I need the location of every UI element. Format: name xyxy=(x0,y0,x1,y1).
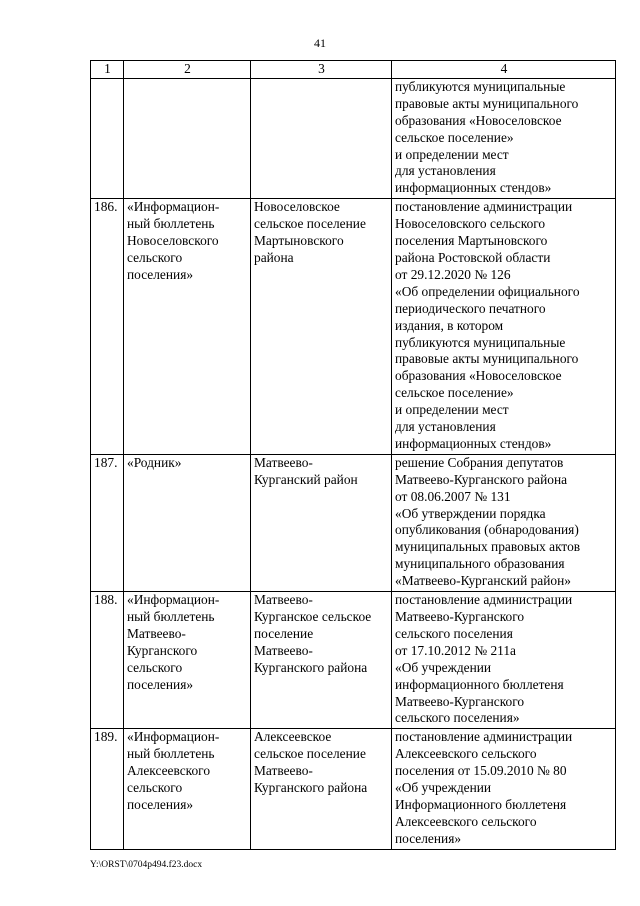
page-number: 41 xyxy=(314,36,326,50)
table-row xyxy=(91,729,616,849)
cell-number: 189. xyxy=(91,729,124,849)
column-header-act: 4 xyxy=(392,61,616,79)
cell-legal-act: постановление администрации Новоселовского сельского поселения Мартыновского района Ростовской области от 29.12.2020 № 126 «Об определении официального периодического печатного издания, в котором публикуются муниципальные правовые акты муниципального образования «Новоселовское сельское поселение» и определении мест для установления информационных стендов» xyxy=(392,199,616,455)
cell-territory: Матвеево- Курганское сельское поселение Матвеево- Курганского района xyxy=(251,592,392,729)
footer-file-path: Y:\ORST\0704p494.f23.docx xyxy=(90,860,203,870)
cell-publication-name xyxy=(124,78,251,198)
column-header-name: 2 xyxy=(124,61,251,79)
table-header-row xyxy=(91,61,616,79)
cell-publication-name: «Родник» xyxy=(124,454,251,591)
cell-territory: Матвеево- Курганский район xyxy=(251,454,392,591)
table-row xyxy=(91,592,616,729)
cell-publication-name: «Информацион- ный бюллетень Алексеевского сельского поселения» xyxy=(124,729,251,849)
cell-publication-name: «Информацион- ный бюллетень Новоселовского сельского поселения» xyxy=(124,199,251,455)
cell-legal-act: решение Собрания депутатов Матвеево-Курганского района от 08.06.2007 № 131 «Об утверждении порядка опубликования (обнародования) муниципальных правовых актов муниципального образования «Матвеево-Курганский район» xyxy=(392,454,616,591)
cell-number: 188. xyxy=(91,592,124,729)
cell-number: 186. xyxy=(91,199,124,455)
cell-legal-act: публикуются муниципальные правовые акты муниципального образования «Новоселовское сельское поселение» и определении мест для установления информационных стендов» xyxy=(392,78,616,198)
cell-publication-name: «Информацион- ный бюллетень Матвеево- Курганского сельского поселения» xyxy=(124,592,251,729)
table-row xyxy=(91,199,616,455)
cell-territory: Алексеевское сельское поселение Матвеево- Курганского района xyxy=(251,729,392,849)
cell-legal-act: постановление администрации Матвеево-Курганского сельского поселения от 17.10.2012 № 211а «Об учреждении информационного бюллетеня Матвеево-Курганского сельского поселения» xyxy=(392,592,616,729)
table-body xyxy=(91,78,616,849)
cell-number: 187. xyxy=(91,454,124,591)
cell-number xyxy=(91,78,124,198)
table-row xyxy=(91,454,616,591)
cell-territory: Новоселовское сельское поселение Мартыновского района xyxy=(251,199,392,455)
table-row xyxy=(91,78,616,198)
column-header-number: 1 xyxy=(91,61,124,79)
cell-legal-act: постановление администрации Алексеевского сельского поселения от 15.09.2010 № 80 «Об учреждении Информационного бюллетеня Алексеевского сельского поселения» xyxy=(392,729,616,849)
cell-territory xyxy=(251,78,392,198)
registry-table xyxy=(90,60,616,850)
column-header-territory: 3 xyxy=(251,61,392,79)
